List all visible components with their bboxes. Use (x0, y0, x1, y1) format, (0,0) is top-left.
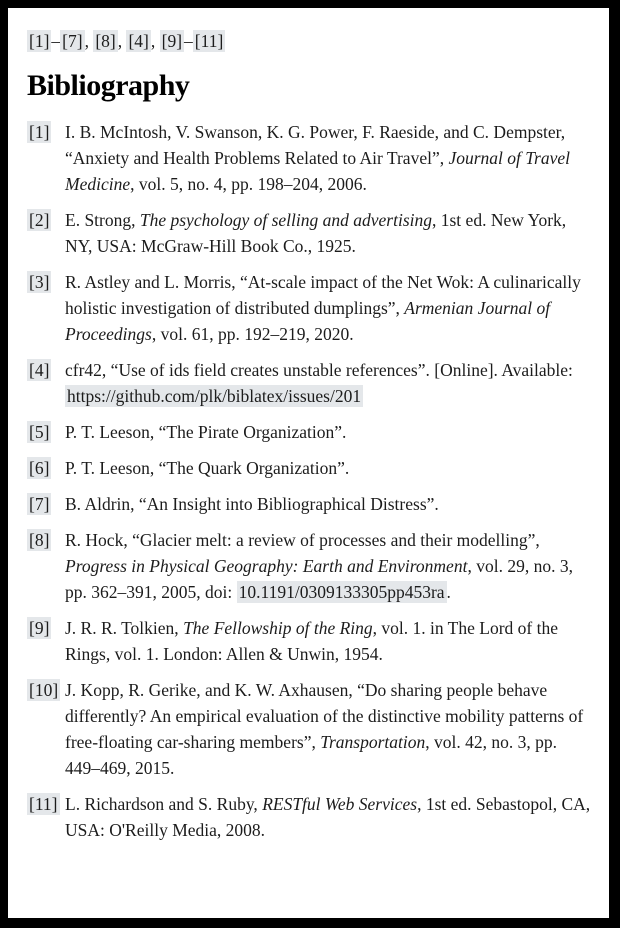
document-page (8, 8, 609, 918)
bib-entry-text (65, 527, 593, 605)
bib-entry (27, 357, 595, 409)
bib-entry-text (65, 455, 593, 481)
text-segment: , vol. 1. in The Lord of the Rings, vol. 1. London: Allen & Unwin, 1954. (65, 618, 558, 664)
text-segment: E. Strong, (65, 210, 140, 230)
text-segment: J. R. R. Tolkien, (65, 618, 184, 638)
bib-entry-text (65, 491, 593, 517)
entry-number-link[interactable]: [11] (29, 794, 58, 814)
italic-title: The Fellowship of the Ring (183, 618, 373, 638)
text-segment: , (84, 31, 94, 51)
bib-entry (27, 419, 595, 445)
text-segment: R. Hock, “Glacier melt: a review of processes and their modelling”, (65, 530, 540, 550)
italic-title: RESTful Web Services (262, 794, 418, 814)
italic-title: The psychology of selling and advertising (139, 210, 432, 230)
text-segment: cfr42, “Use of ids field creates unstable references”. [Online]. Available: (65, 360, 573, 380)
italic-title: Transportation (320, 732, 426, 752)
citation-reference-link[interactable]: [4] (128, 31, 149, 51)
bib-entry-label (27, 357, 65, 383)
bib-entry (27, 677, 595, 781)
bibliography-list (27, 119, 595, 843)
text-segment: P. T. Leeson, “The Pirate Organization”. (65, 422, 347, 442)
entry-number-link[interactable]: [6] (29, 458, 50, 478)
bib-entry (27, 491, 595, 517)
bib-entry (27, 207, 595, 259)
bib-entry-label (27, 419, 65, 445)
bib-entry-label (27, 207, 65, 233)
bib-entry-text (65, 357, 593, 409)
bib-entry-label (27, 527, 65, 553)
text-segment: , vol. 61, pp. 192–219, 2020. (151, 324, 354, 344)
text-segment: – (51, 31, 61, 51)
text-segment: R. Astley and L. Morris, “At-scale impact of the Net Wok: A culinarically holistic investigation of distributed dumplings”, (65, 272, 581, 318)
bib-entry (27, 455, 595, 481)
text-segment: , vol. 5, no. 4, pp. 198–204, 2006. (130, 174, 367, 194)
bib-entry (27, 615, 595, 667)
italic-title: Armenian Journal of Proceedings (65, 298, 551, 344)
citation-references-line (27, 29, 595, 53)
citation-reference-link[interactable]: [1] (29, 31, 50, 51)
entry-number-link[interactable]: [3] (29, 272, 50, 292)
bib-entry-text (65, 119, 593, 197)
text-segment: , 1st ed. New York, NY, USA: McGraw-Hill Book Co., 1925. (65, 210, 567, 256)
entry-number-link[interactable]: [4] (29, 360, 50, 380)
citation-reference-link[interactable]: [7] (62, 31, 83, 51)
text-segment: . (446, 582, 451, 602)
entry-number-link[interactable]: [9] (29, 618, 50, 638)
entry-number-link[interactable]: [2] (29, 210, 50, 230)
entry-number-link[interactable]: [8] (29, 530, 50, 550)
external-link[interactable]: https://github.com/plk/biblatex/issues/201 (67, 386, 362, 406)
bib-entry-label (27, 615, 65, 641)
text-segment: B. Aldrin, “An Insight into Bibliographical Distress”. (65, 494, 439, 514)
text-segment: P. T. Leeson, “The Quark Organization”. (65, 458, 350, 478)
bib-entry-label (27, 491, 65, 517)
text-segment: , vol. 42, no. 3, pp. 449–469, 2015. (65, 732, 558, 778)
bib-entry-label (27, 791, 65, 817)
bib-entry-label (27, 677, 65, 703)
bib-entry (27, 119, 595, 197)
text-segment: J. Kopp, R. Gerike, and K. W. Axhausen, “Do sharing people behave differently? An empirical evaluation of the distinctive mobility patterns of free-floating car-sharing members”, (65, 680, 584, 752)
bib-entry-label (27, 119, 65, 145)
bib-entry-text (65, 207, 593, 259)
italic-title: Journal of Travel Medicine (65, 148, 571, 194)
text-segment: L. Richardson and S. Ruby, (65, 794, 263, 814)
entry-number-link[interactable]: [10] (29, 680, 59, 700)
entry-number-link[interactable]: [7] (29, 494, 50, 514)
bib-entry (27, 269, 595, 347)
text-segment: , 1st ed. Sebastopol, CA, USA: O'Reilly Media, 2008. (65, 794, 591, 840)
citation-reference-link[interactable]: [8] (95, 31, 116, 51)
citation-reference-link[interactable]: [9] (161, 31, 183, 51)
bib-entry-text (65, 677, 593, 781)
text-segment: I. B. McIntosh, V. Swanson, K. G. Power, F. Raeside, and C. Dempster, “Anxiety and Health Problems Related to Air Travel”, (65, 122, 566, 168)
bib-entry-label (27, 269, 65, 295)
bib-entry-text (65, 791, 593, 843)
bib-entry-text (65, 615, 593, 667)
text-segment: , vol. 29, no. 3, pp. 362–391, 2005, doi: (65, 556, 573, 602)
citation-reference-link[interactable]: [11] (194, 31, 224, 51)
bibliography-heading: Bibliography (27, 69, 190, 102)
bib-entry (27, 791, 595, 843)
text-segment: , (117, 31, 127, 51)
bib-entry-text (65, 419, 593, 445)
entry-number-link[interactable]: [1] (29, 122, 50, 142)
text-segment: , (150, 31, 160, 51)
bib-entry-label (27, 455, 65, 481)
text-segment: – (184, 31, 193, 51)
entry-number-link[interactable]: [5] (29, 422, 50, 442)
bib-entry-text (65, 269, 593, 347)
italic-title: Progress in Physical Geography: Earth and Environment (65, 556, 468, 576)
bib-entry (27, 527, 595, 605)
external-link[interactable]: 10.1191/0309133305pp453ra (238, 582, 445, 602)
